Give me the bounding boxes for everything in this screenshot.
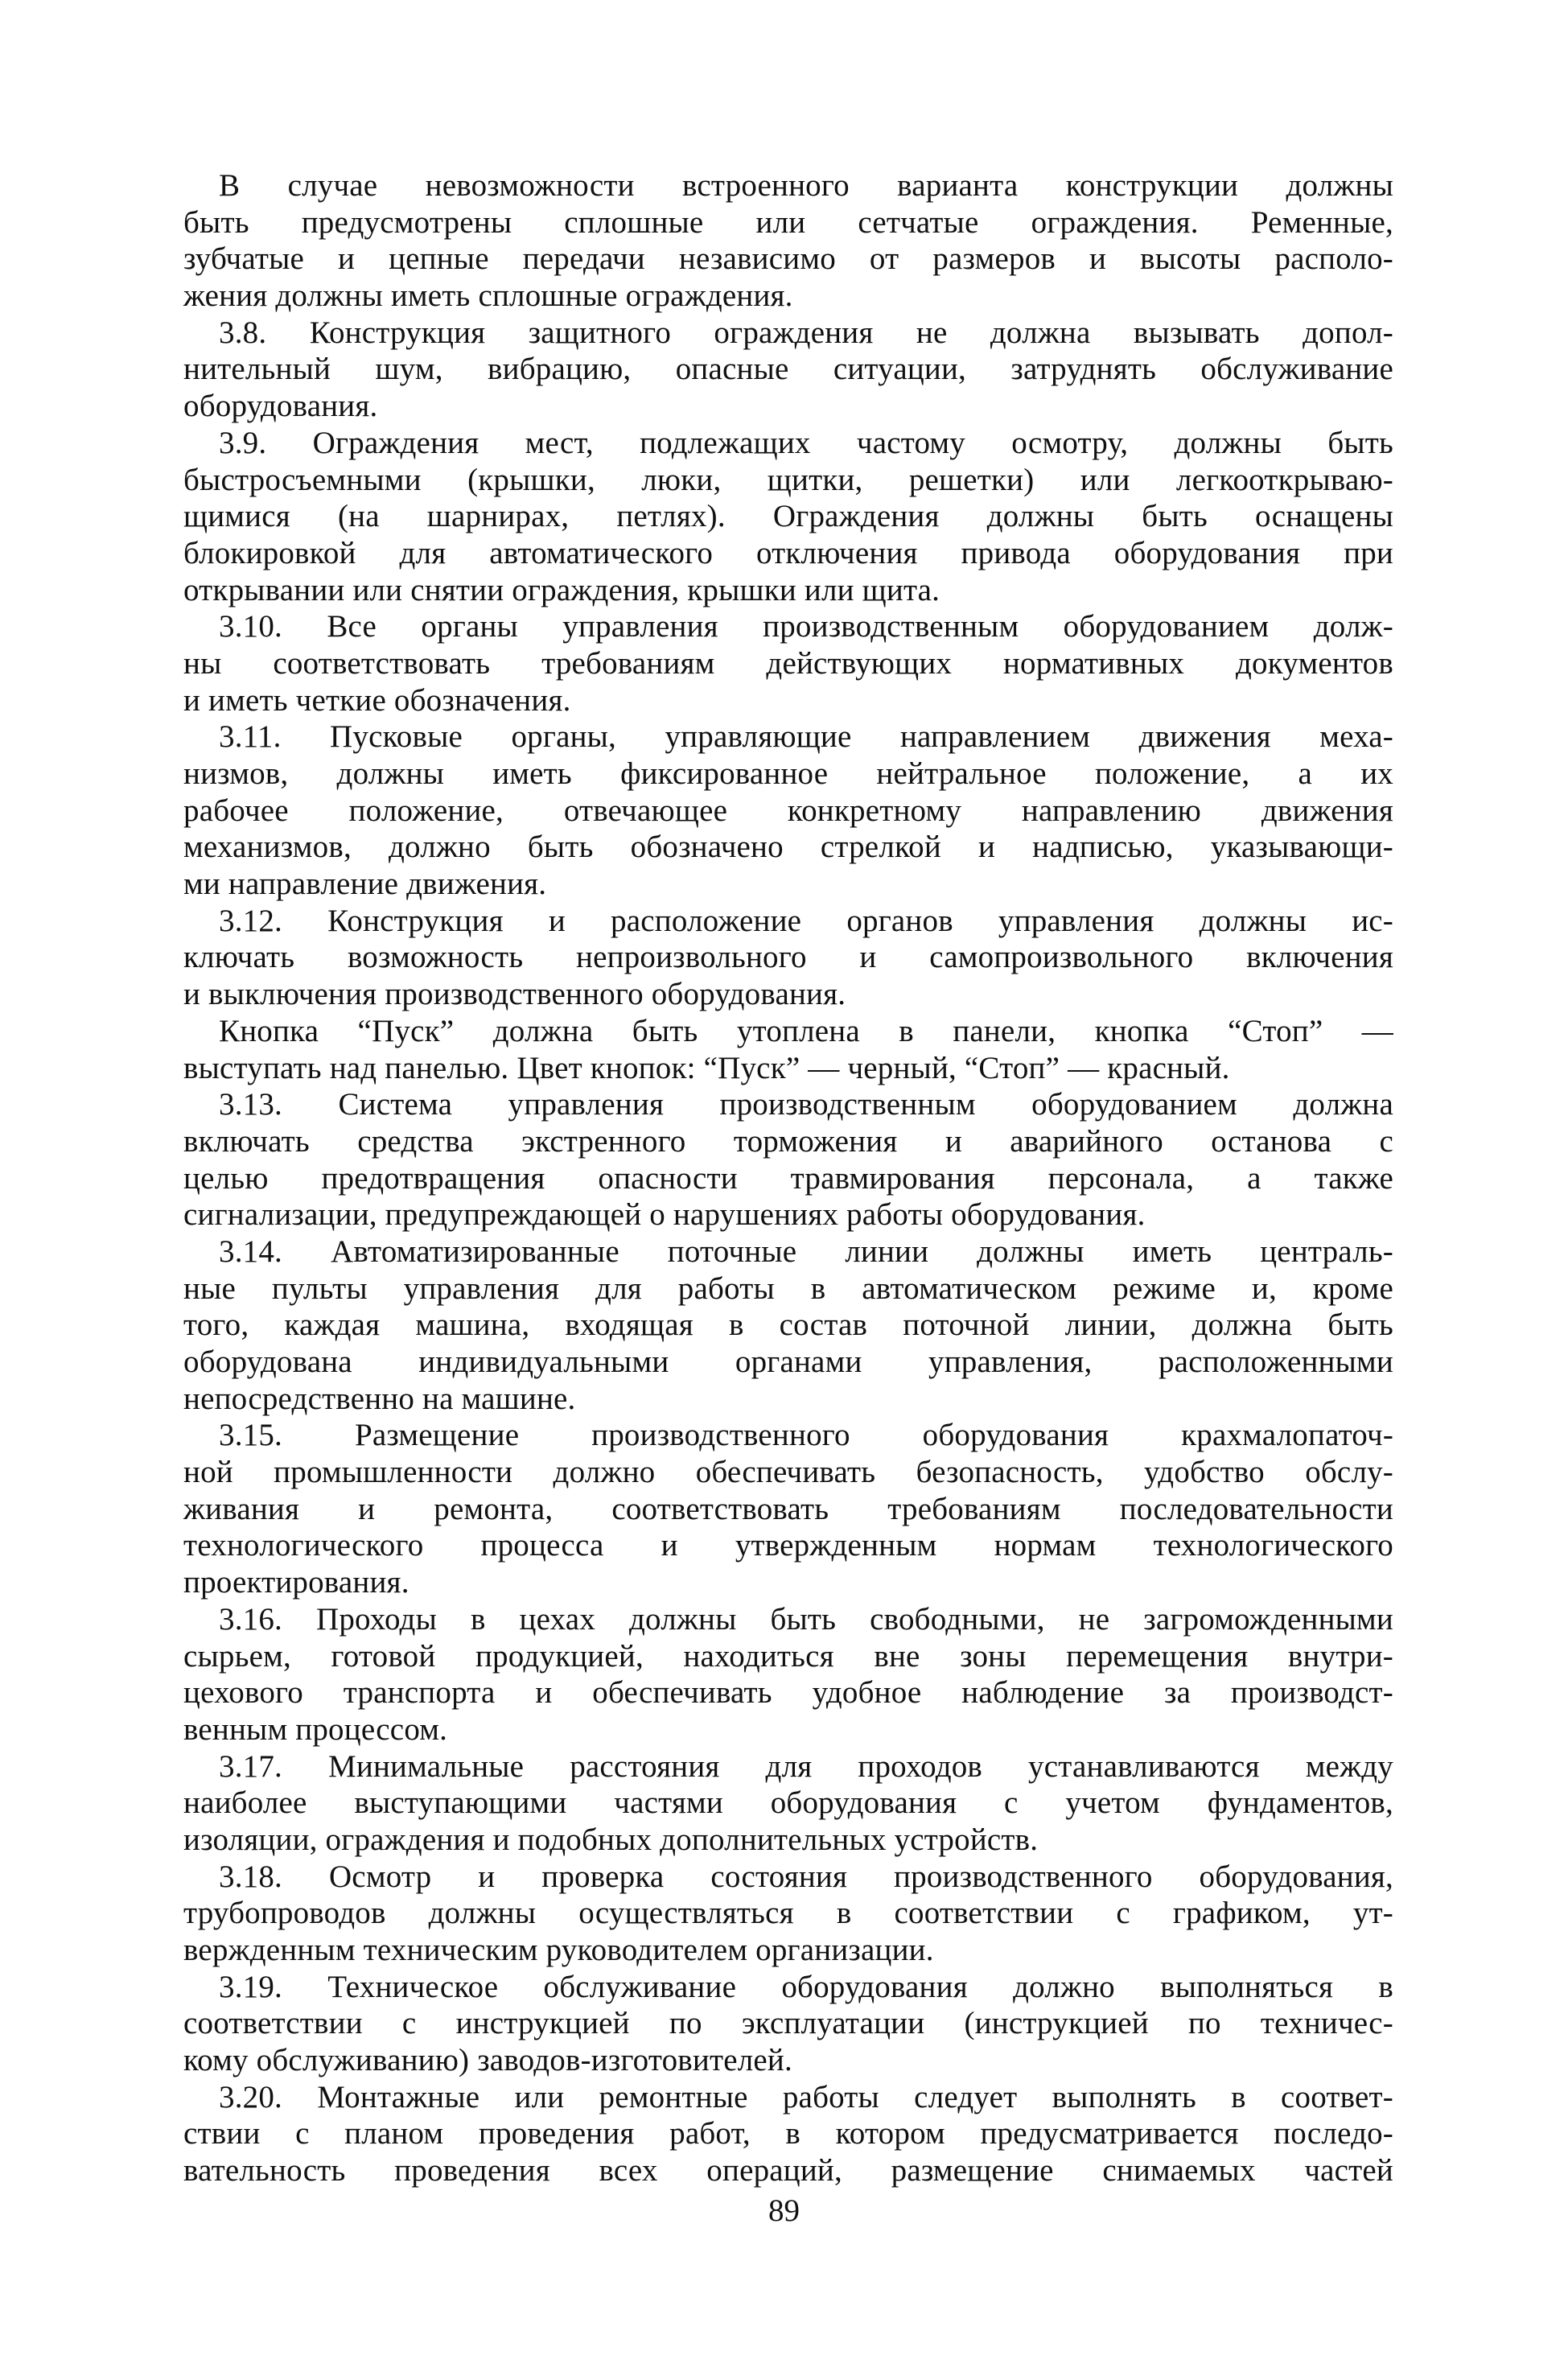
text-line: выступать над панелью. Цвет кнопок: “Пуск” — черный, “Стоп” — красный. [183,1050,1230,1085]
text-line: механизмов, должно быть обозначено стрелкой и надписью, указывающи- [183,830,1393,865]
text-line: ствии с планом проведения работ, в котором предусматривается последо- [183,2116,1393,2152]
text-line: сырьем, готовой продукцией, находиться вне зоны перемещения внутри- [183,1638,1393,1674]
text-line: блокировкой для автоматического отключения привода оборудования при [183,535,1393,570]
paragraph [183,425,1393,608]
text-line: 3.14. Автоматизированные поточные линии должны иметь централь- [219,1233,1393,1269]
text-line: 3.16. Проходы в цехах должны быть свободными, не загроможденными [219,1601,1393,1637]
paragraph [183,608,1393,719]
text-line: 3.20. Монтажные или ремонтные работы следует выполнять в соответ- [219,2079,1393,2115]
text-line: ные пульты управления для работы в автоматическом режиме и, кроме [183,1270,1393,1306]
text-line: 3.11. Пусковые органы, управляющие направлением движения меха- [219,719,1393,755]
text-line: цехового транспорта и обеспечивать удобное наблюдение за производст- [183,1675,1393,1711]
text-line: 3.17. Минимальные расстояния для проходов устанавливаются между [219,1748,1393,1784]
paragraph [183,1233,1393,1417]
paragraph [183,1013,1393,1086]
text-line: В случае невозможности встроенного варианта конструкции должны [219,168,1393,203]
text-line: 3.9. Ограждения мест, подлежащих частому осмотру, должны быть [219,425,1393,460]
text-line: трубопроводов должны осуществляться в соответствии с графиком, ут- [183,1896,1393,1931]
paragraph [183,719,1393,902]
text-line: вержденным техническим руководителем организации. [183,1933,934,1967]
text-line: открывании или снятии ограждения, крышки или щита. [183,572,940,607]
text-line: живания и ремонта, соответствовать требованиям последовательности [183,1491,1393,1526]
text-line: 3.19. Техническое обслуживание оборудования должно выполняться в [219,1969,1393,2004]
text-line: соответствии с инструкцией по эксплуатации (инструкцией по техничес- [183,2006,1393,2041]
text-line: Кнопка “Пуск” должна быть утоплена в панели, кнопка “Стоп” — [219,1013,1393,1048]
text-line: сигнализации, предупреждающей о нарушениях работы оборудования. [183,1197,1146,1233]
text-line: кому обслуживанию) заводов-изготовителей. [183,2043,792,2078]
text-line: рабочее положение, отвечающее конкретному направлению движения [183,793,1393,828]
text-line: наиболее выступающими частями оборудования с учетом фундаментов, [183,1785,1393,1821]
text-line: быть предусмотрены сплошные или сетчатые ограждения. Ременные, [183,204,1393,240]
text-line: ной промышленности должно обеспечивать безопасность, удобство обслу- [183,1455,1393,1490]
text-line: включать средства экстренного торможения и аварийного останова с [183,1123,1393,1159]
text-line: непосредственно на машине. [183,1381,576,1416]
text-line: целью предотвращения опасности травмирования персонала, а также [183,1160,1393,1196]
text-line: и выключения производственного оборудования. [183,977,846,1012]
text-line: 3.15. Размещение производственного оборудования крахмалопаточ- [219,1418,1393,1453]
paragraph [183,1601,1393,1748]
text-line: 3.18. Осмотр и проверка состояния производственного оборудования, [219,1859,1393,1894]
text-line: и иметь четкие обозначения. [183,682,571,718]
text-line: ключать возможность непроизвольного и самопроизвольного включения [183,940,1393,975]
document-body [183,167,1393,2189]
text-line: технологического процесса и утвержденным нормам технологического [183,1528,1393,1563]
text-line: ны соответствовать требованиям действующих нормативных документов [183,645,1393,681]
text-line: щимися (на шарнирах, петлях). Ограждения должны быть оснащены [183,499,1393,534]
page-number: 89 [768,2193,800,2228]
text-line: быстросъемными (крышки, люки, щитки, решетки) или легкооткрываю- [183,462,1393,497]
paragraph [183,315,1393,425]
text-line: ми направление движения. [183,867,547,902]
text-line: 3.13. Система управления производственным оборудованием должна [219,1087,1393,1122]
text-line: 3.12. Конструкция и расположение органов управления должны ис- [219,903,1393,938]
text-line: проектирования. [183,1565,409,1600]
paragraph [183,1748,1393,1859]
text-line: оборудования. [183,389,378,424]
paragraph [183,1859,1393,1969]
text-line: венным процессом. [183,1711,448,1747]
text-line: зубчатые и цепные передачи независимо от размеров и высоты располо- [183,241,1393,277]
paragraph [183,2079,1393,2189]
text-line: 3.10. Все органы управления производственным оборудованием долж- [219,609,1393,644]
paragraph [183,167,1393,315]
text-line: низмов, должны иметь фиксированное нейтральное положение, а их [183,756,1393,791]
text-line: жения должны иметь сплошные ограждения. [183,278,793,314]
paragraph [183,903,1393,1013]
paragraph [183,1086,1393,1233]
paragraph [183,1969,1393,2079]
text-line: изоляции, ограждения и подобных дополнительных устройств. [183,1822,1039,1857]
text-line: оборудована индивидуальными органами управления, расположенными [183,1344,1393,1379]
text-line: того, каждая машина, входящая в состав поточной линии, должна быть [183,1307,1393,1343]
text-line: 3.8. Конструкция защитного ограждения не должна вызывать допол- [219,315,1393,350]
text-line: нительный шум, вибрацию, опасные ситуации, затруднять обслуживание [183,352,1393,387]
paragraph [183,1417,1393,1600]
text-line: вательность проведения всех операций, размещение снимаемых частей [183,2153,1393,2189]
